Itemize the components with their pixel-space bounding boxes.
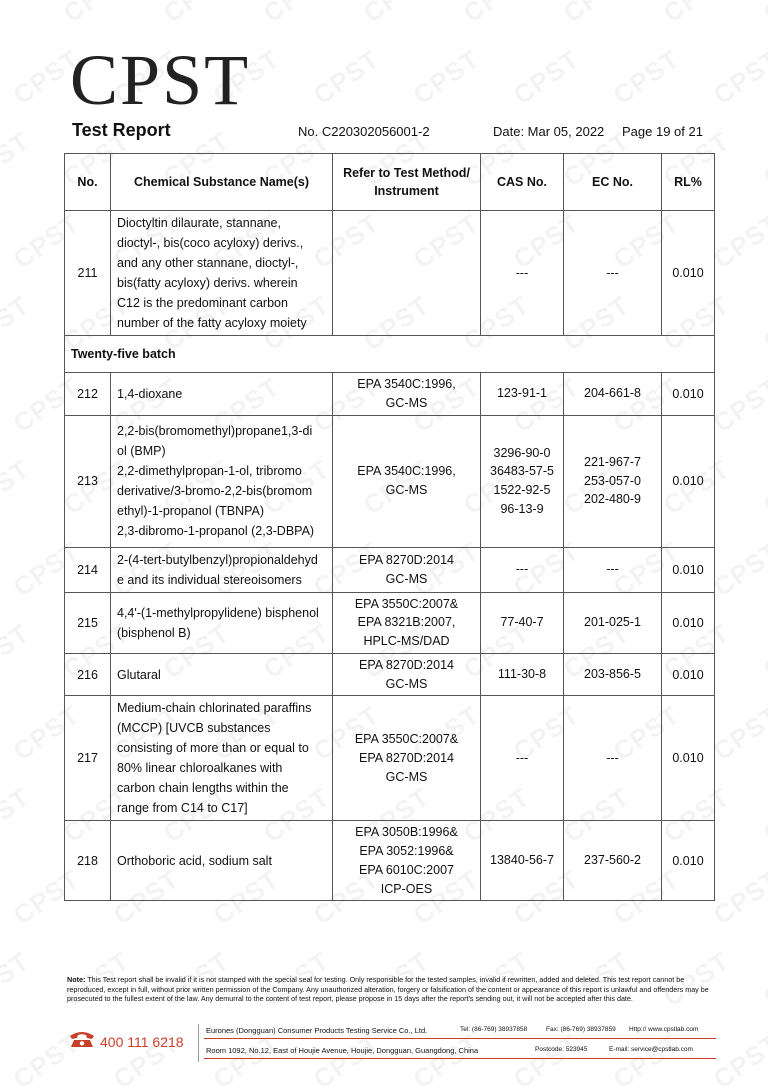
cell-name — [111, 696, 333, 821]
watermark-text — [508, 44, 586, 111]
cell-rl: 0.010 — [662, 592, 715, 653]
name-line: Glutaral — [117, 667, 161, 682]
cell-ec — [564, 415, 662, 547]
method-line: GC-MS — [385, 676, 428, 691]
ec-line: 237-560-2 — [584, 853, 641, 868]
watermark-text — [758, 454, 768, 521]
cell-no: 217 — [65, 696, 111, 821]
fax: Fax: (86-769) 38937859 — [546, 1026, 616, 1033]
watermark-text — [708, 372, 768, 439]
report-number: No. C220302056001-2 — [298, 124, 430, 139]
cell-ec — [564, 696, 662, 821]
name-line: dioctyl-, bis(coco acyloxy) derivs., — [117, 236, 304, 250]
watermark-text — [708, 44, 768, 111]
cell-method — [333, 592, 481, 653]
cas-line: 36483-57-5 — [490, 464, 554, 479]
note-text: This Test report shall be invalid if it is not stamped with the special seal for testing. Only responsible for the tested samples, invalid if rewritten, added and deleted. This test report cannot be reproduced, except in full, without prior written permission of the Company. Any unauthorized alteration, forgery or falsification of the content or appearance of this report is unlawful and offenders may be prosecuted to the fullest extent of the law. Any demurral to the content of test report, please propose in 15 days after the report's sending out, it will not be accepted after this date. — [67, 975, 709, 1003]
method-line: EPA 6010C:2007 — [359, 862, 454, 877]
method-line: EPA 8270D:2014 — [359, 552, 454, 567]
note-label: Note: — [67, 975, 86, 984]
cell-no: 213 — [65, 415, 111, 547]
name-line: derivative/3-bromo-2,2-bis(bromom — [117, 484, 313, 498]
cell-rl: 0.010 — [662, 415, 715, 547]
email: E-mail: service@cpstlab.com — [609, 1046, 693, 1053]
name-line: (bisphenol B) — [117, 625, 191, 640]
table-row — [65, 653, 715, 696]
ec-line: 204-661-8 — [584, 386, 641, 401]
telephone: Tel: (86-769) 38937858 — [460, 1026, 528, 1033]
cell-method — [333, 211, 481, 336]
cell-no: 215 — [65, 592, 111, 653]
watermark-text — [0, 290, 36, 357]
ec-line: 202-480-9 — [584, 492, 641, 507]
method-line: HPLC-MS/DAD — [363, 634, 450, 648]
name-line: 2,3-dibromo-1-propanol (2,3-DBPA) — [117, 524, 315, 538]
watermark-text — [708, 700, 768, 767]
name-line: Medium-chain chlorinated paraffins — [117, 701, 312, 716]
method-line: EPA 8270D:2014 — [359, 750, 454, 765]
cell-method — [333, 373, 481, 416]
cell-ec — [564, 592, 662, 653]
watermark-text — [708, 864, 768, 931]
ec-line: 253-057-0 — [584, 473, 641, 488]
header-ec: EC No. — [564, 154, 662, 211]
footer — [0, 1022, 768, 1062]
cas-line: 1522-92-5 — [493, 483, 551, 497]
cell-name — [111, 653, 333, 696]
cell-name — [111, 821, 333, 901]
watermark-text — [708, 208, 768, 275]
cell-name — [111, 373, 333, 416]
watermark-text — [0, 782, 36, 849]
ec-line: --- — [606, 750, 619, 765]
cell-no: 214 — [65, 547, 111, 592]
name-line: 1,4-dioxane — [117, 386, 183, 401]
website: Http:// www.cpstlab.com — [629, 1026, 699, 1033]
watermark-text — [0, 454, 36, 521]
cell-cas — [481, 373, 564, 416]
watermark-text — [158, 0, 236, 29]
watermark-text — [758, 0, 768, 29]
watermark-text — [408, 44, 486, 111]
cell-ec — [564, 653, 662, 696]
cell-ec — [564, 821, 662, 901]
table-row — [65, 592, 715, 653]
cell-name — [111, 415, 333, 547]
name-line: 2-(4-tert-butylbenzyl)propionaldehyd — [117, 552, 318, 567]
method-line: GC-MS — [385, 769, 428, 784]
header-cas: CAS No. — [481, 154, 564, 211]
name-line: e and its individual stereoisomers — [117, 572, 302, 587]
name-line: 4,4'-(1-methylpropylidene) bisphenol — [117, 605, 319, 620]
cell-cas — [481, 696, 564, 821]
watermark-text — [608, 44, 686, 111]
name-line: bis(fatty acyloxy) derivs. wherein — [117, 276, 298, 290]
watermark-text — [458, 0, 536, 29]
cell-method — [333, 696, 481, 821]
cell-rl: 0.010 — [662, 696, 715, 821]
cell-method — [333, 415, 481, 547]
watermark-text — [658, 0, 736, 29]
name-line: consisting of more than or equal to — [117, 741, 309, 756]
ec-line: 201-025-1 — [584, 615, 641, 630]
name-line: (MCCP) [UVCB substances — [117, 721, 271, 736]
name-line: and any other stannane, dioctyl-, — [117, 256, 299, 270]
watermark-text — [708, 536, 768, 603]
name-line: ol (BMP) — [117, 444, 166, 458]
cell-no: 216 — [65, 653, 111, 696]
page-number: Page 19 of 21 — [622, 124, 703, 139]
method-line: GC-MS — [385, 571, 428, 586]
footer-rule — [204, 1038, 716, 1039]
cell-name — [111, 592, 333, 653]
method-line: GC-MS — [385, 395, 428, 410]
hotline-number: 400 111 6218 — [100, 1034, 184, 1050]
watermark-text — [258, 0, 336, 29]
cas-line: 96-13-9 — [500, 501, 544, 516]
watermark-text — [758, 782, 768, 849]
table-row — [65, 547, 715, 592]
cell-rl: 0.010 — [662, 547, 715, 592]
method-line: EPA 3540C:1996, — [357, 377, 456, 391]
watermark-text — [358, 0, 436, 29]
method-line: EPA 3550C:2007& — [354, 596, 459, 611]
cell-cas — [481, 592, 564, 653]
name-line: number of the fatty acyloxy moiety — [117, 316, 307, 330]
name-line: 2,2-dimethylpropan-1-ol, tribromo — [117, 464, 302, 478]
watermark-text — [758, 618, 768, 685]
substance-table — [64, 153, 715, 901]
cas-line: --- — [515, 750, 529, 765]
name-line: ethyl)-1-propanol (TBNPA) — [117, 504, 265, 518]
report-title: Test Report — [72, 120, 171, 140]
watermark-text — [0, 126, 36, 193]
table-row — [65, 696, 715, 821]
header-name: Chemical Substance Name(s) — [111, 154, 333, 211]
batch-label: Twenty-five batch — [65, 336, 715, 373]
method-line: ICP-OES — [380, 881, 433, 896]
cell-ec — [564, 211, 662, 336]
name-line: C12 is the predominant carbon — [117, 296, 288, 310]
cell-rl: 0.010 — [662, 211, 715, 336]
footer-divider — [198, 1024, 199, 1062]
ec-line: 203-856-5 — [584, 667, 641, 682]
footer-rule — [204, 1058, 716, 1059]
cell-name — [111, 211, 333, 336]
cell-no: 212 — [65, 373, 111, 416]
cas-line: --- — [515, 562, 529, 577]
watermark-text — [308, 44, 386, 111]
company-address: Room 1092, No.12, East of Houjie Avenue, Houjie, Dongguan, Guangdong, China — [206, 1046, 479, 1055]
cell-cas — [481, 211, 564, 336]
cell-method — [333, 821, 481, 901]
table-row — [65, 821, 715, 901]
watermark-text — [758, 290, 768, 357]
table-row — [65, 211, 715, 336]
cell-cas — [481, 821, 564, 901]
cell-ec — [564, 547, 662, 592]
cas-line: 123-91-1 — [496, 386, 548, 401]
watermark-text — [0, 618, 36, 685]
name-line: carbon chain lengths within the — [117, 781, 289, 796]
cell-method — [333, 653, 481, 696]
method-line: EPA 3550C:2007& — [354, 732, 459, 747]
method-line: EPA 3050B:1996& — [355, 825, 458, 840]
table-header-row — [65, 154, 715, 211]
cell-name — [111, 547, 333, 592]
report-date: Date: Mar 05, 2022 — [493, 124, 605, 139]
name-line: 80% linear chloroalkanes with — [117, 761, 283, 776]
cell-rl: 0.010 — [662, 373, 715, 416]
cas-line: 13840-56-7 — [490, 853, 554, 868]
ec-line: 221-967-7 — [584, 454, 641, 469]
method-line: GC-MS — [385, 483, 428, 497]
watermark-text — [0, 946, 36, 1013]
cell-no: 211 — [65, 211, 111, 336]
ec-line: --- — [606, 265, 619, 280]
cell-cas — [481, 547, 564, 592]
watermark-text — [58, 0, 136, 29]
watermark-text — [0, 0, 36, 29]
cell-rl: 0.010 — [662, 821, 715, 901]
cas-line: 77-40-7 — [500, 615, 544, 630]
cell-cas — [481, 415, 564, 547]
method-line: EPA 8321B:2007, — [357, 615, 456, 630]
name-line: Dioctyltin dilaurate, stannane, — [117, 216, 281, 230]
name-line: 2,2-bis(bromomethyl)propane1,3-di — [117, 424, 313, 438]
name-line: Orthoboric acid, sodium salt — [117, 853, 272, 868]
telephone-icon — [68, 1030, 96, 1048]
postcode: Postcode: 523945 — [535, 1046, 588, 1053]
company-name: Eurones (Dongguan) Consumer Products Testing Service Co., Ltd. — [206, 1026, 428, 1035]
disclaimer-note — [67, 975, 715, 1004]
watermark-text — [558, 0, 636, 29]
cell-ec — [564, 373, 662, 416]
ec-line: --- — [606, 562, 619, 577]
table-row — [65, 415, 715, 547]
header-rl: RL% — [662, 154, 715, 211]
cpst-logo: CPST — [70, 40, 251, 120]
watermark-text — [758, 946, 768, 1013]
table-row — [65, 373, 715, 416]
cell-rl: 0.010 — [662, 653, 715, 696]
cas-line: 3296-90-0 — [493, 445, 551, 460]
method-line: EPA 3052:1996& — [359, 844, 454, 858]
header-no: No. — [65, 154, 111, 211]
cell-no: 218 — [65, 821, 111, 901]
name-line: range from C14 to C17] — [117, 801, 248, 816]
cell-cas — [481, 653, 564, 696]
method-line: EPA 8270D:2014 — [359, 657, 454, 672]
cas-line: 111-30-8 — [497, 667, 547, 682]
method-line: EPA 3540C:1996, — [357, 464, 456, 479]
cas-line: --- — [515, 265, 529, 280]
batch-row — [65, 336, 715, 373]
cell-method — [333, 547, 481, 592]
header-method: Refer to Test Method/ Instrument — [333, 154, 481, 211]
watermark-text — [758, 126, 768, 193]
